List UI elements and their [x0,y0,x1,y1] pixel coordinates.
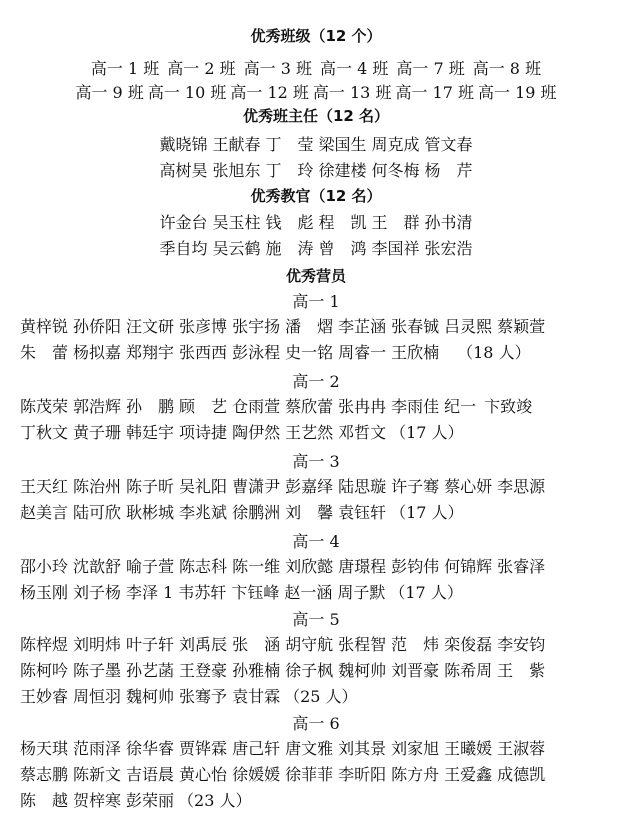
camper-name: 刘晋豪 [391,661,440,680]
camper-name: 范 炜 [391,635,440,654]
instructor-name: 许金台 [159,213,208,232]
camper-name: 汪文研 [126,317,175,336]
camper-name: 张骞予 [179,687,228,706]
teacher-name: 张旭东 [212,161,261,180]
camper-name: 孙雅楠 [232,661,281,680]
camper-name: 彭嘉绎 [285,477,334,496]
teacher-name: 何冬梅 [371,161,420,180]
camper-name: 魏柯帅 [126,687,175,706]
camper-name: 潘 熠 [285,317,334,336]
camper-name: 陈志科 [179,557,228,576]
teacher-name: 周克成 [371,135,420,154]
camper-name: 张程智 [338,635,387,654]
camper-name: 周子默 [337,583,386,602]
camper-line [20,790,620,812]
camper-name: 徐华睿 [126,739,175,758]
camper-name: 陈方舟 [391,765,440,784]
camper-name: 曹潇尹 [232,477,281,496]
camper-name: 何锦辉 [444,557,493,576]
instructor-name: 钱 彪 [265,213,314,232]
instructor-name: 吴玉柱 [212,213,261,232]
camper-name: 唐璟程 [338,557,387,576]
instructor-name: 李国祥 [371,239,420,258]
camper-name: 成德凯 [497,765,546,784]
instructors-row-1 [0,212,632,234]
camper-name: 张 涵 [232,635,281,654]
teachers-row-1 [0,134,632,156]
group-count: （25 人） [284,687,358,706]
camper-name: 陈茂荣 [20,397,69,416]
camper-name: 陈新文 [73,765,122,784]
instructor-name: 孙书清 [424,213,473,232]
camper-name: 刘家旭 [391,739,440,758]
camper-name: 孙侨阳 [73,317,122,336]
camper-name: 袁甘霖 [232,687,281,706]
camper-line [20,476,620,498]
instructor-name: 程 凯 [318,213,367,232]
camper-name: 郑翔宇 [126,343,175,362]
camper-name: 叶子轩 [126,635,175,654]
camper-name: 王欣楠 [391,343,440,362]
class-entry: 高一 13 班 [312,83,392,102]
group-label-class-1: 高一 1 [292,292,340,311]
camper-name: 唐文雅 [285,739,334,758]
teacher-name: 杨 芹 [424,161,473,180]
camper-name: 唐己轩 [232,739,281,758]
camper-name: 张冉冉 [338,397,387,416]
camper-name: 赵美言 [20,503,69,522]
camper-line [20,582,620,604]
camper-name: 黄梓锐 [20,317,69,336]
camper-name: 陈子墨 [73,661,122,680]
camper-name: 李兆斌 [179,503,228,522]
camper-name: 徐鹏洲 [232,503,281,522]
camper-name: 栾俊磊 [444,635,493,654]
camper-name: 沈歆舒 [73,557,122,576]
camper-name: 蔡欣蕾 [285,397,334,416]
group-label-class-6: 高一 6 [292,714,340,733]
instructor-name: 季自均 [159,239,208,258]
camper-name: 陈梓煜 [20,635,69,654]
classes-row-1 [0,58,632,80]
camper-name: 杨拟嘉 [73,343,122,362]
instructor-name: 王 群 [371,213,420,232]
camper-name: 赵一涵 [284,583,333,602]
camper-name: 魏柯帅 [338,661,387,680]
camper-name: 蔡志鹏 [20,765,69,784]
camper-name: 刘其景 [338,739,387,758]
camper-name: 张睿泽 [497,557,546,576]
class-entry: 高一 12 班 [230,83,309,102]
class-entry: 高一 1 班 [90,59,160,78]
group-count: （17 人） [389,583,463,602]
class-entry: 高一 2 班 [167,59,236,78]
camper-name: 周恒羽 [73,687,122,706]
camper-name: 胡守航 [285,635,334,654]
camper-line [20,764,620,786]
teacher-name: 管文春 [424,135,473,154]
group-label-class-3: 高一 3 [292,452,340,471]
camper-name: 王登豪 [179,661,228,680]
class-entry: 高一 4 班 [320,59,389,78]
camper-name: 朱 蕾 [20,343,69,362]
class-entry: 高一 9 班 [75,83,144,102]
camper-name: 陈柯吟 [20,661,69,680]
class-entry: 高一 10 班 [147,83,227,102]
camper-name: 王天红 [20,477,69,496]
camper-name: 蔡心妍 [444,477,493,496]
group-label-class-2: 高一 2 [292,372,340,391]
camper-name: 邓哲文 [338,423,387,442]
class-entry: 高一 19 班 [478,83,557,102]
camper-name: 彭荣丽 [126,791,175,810]
camper-name: 张彦博 [179,317,228,336]
group-label-class-4: 高一 4 [292,532,340,551]
camper-name: 陆思璇 [338,477,387,496]
camper-name: 陈治州 [73,477,122,496]
group-count: （23 人） [178,791,252,810]
camper-line [20,738,620,760]
camper-name: 王 紫 [497,661,546,680]
camper-name: 王曦媛 [444,739,493,758]
camper-name: 张西西 [179,343,228,362]
camper-line [20,396,620,418]
camper-name: 喻子萱 [126,557,175,576]
camper-name: 刘欣懿 [285,557,334,576]
camper-line [20,634,620,656]
camper-line [20,422,620,444]
camper-name: 王淑蓉 [497,739,546,758]
camper-name: 李安钧 [497,635,546,654]
instructor-name: 曾 鸿 [318,239,367,258]
camper-name: 韦苏轩 [178,583,227,602]
camper-name: 陈一维 [232,557,281,576]
camper-name: 刘 馨 [285,503,334,522]
campers-title: 优秀营员 [285,267,346,285]
camper-line [20,342,620,364]
camper-name: 刘禹辰 [179,635,228,654]
camper-name: 李雨佳 [391,397,440,416]
instructor-name: 张宏浩 [424,239,473,258]
camper-name: 范雨泽 [73,739,122,758]
camper-name: 郭浩辉 [73,397,122,416]
camper-name: 陈 越 [20,791,69,810]
camper-name: 卞钰峰 [231,583,280,602]
camper-name: 刘子杨 [73,583,122,602]
camper-name: 袁钰轩 [338,503,387,522]
camper-name: 许子骞 [391,477,440,496]
camper-name: 张春铖 [391,317,440,336]
camper-name: 刘明炜 [73,635,122,654]
camper-name: 王爱鑫 [444,765,493,784]
camper-line [20,686,620,708]
camper-name: 卞致竣 [484,397,533,416]
group-count: （17 人） [390,503,464,522]
camper-name: 杨玉刚 [20,583,69,602]
class-entry: 高一 8 班 [472,59,542,78]
camper-name: 仓雨萱 [232,397,281,416]
classes-title: 优秀班级（12 个） [250,27,382,45]
camper-name: 彭泳程 [232,343,281,362]
camper-line [20,316,620,338]
group-label-class-5: 高一 5 [292,610,340,629]
camper-name: 王妙睿 [20,687,69,706]
camper-name: 陆可欣 [73,503,122,522]
camper-name: 徐菲菲 [285,765,334,784]
class-entry: 高一 7 班 [396,59,465,78]
camper-name: 孙艺菡 [126,661,175,680]
camper-name: 李泽 1 [126,583,174,602]
teacher-name: 戴晓锦 [159,135,208,154]
camper-name: 徐子枫 [285,661,334,680]
group-count: （17 人） [390,423,464,442]
camper-name: 周睿一 [338,343,387,362]
teacher-name: 王献春 [212,135,261,154]
camper-name: 李芷涵 [338,317,387,336]
instructors-row-2 [0,238,632,260]
camper-name: 吕灵熙 [444,317,493,336]
camper-name: 贾铧霖 [179,739,228,758]
camper-name: 黄心怡 [179,765,228,784]
camper-name: 蔡颖萱 [497,317,546,336]
camper-name: 徐媛媛 [232,765,281,784]
group-count: （18 人） [457,343,531,362]
camper-name: 陶伊然 [232,423,281,442]
camper-name: 陈希周 [444,661,493,680]
instructors-title: 优秀教官（12 名） [250,187,382,205]
camper-name: 张宇扬 [232,317,281,336]
class-entry: 高一 17 班 [395,83,474,102]
camper-name: 项诗捷 [179,423,228,442]
camper-name: 丁秋文 [20,423,69,442]
camper-name: 李昕阳 [338,765,387,784]
camper-name: 孙 鹏 [126,397,175,416]
teacher-name: 徐建楼 [318,161,367,180]
camper-name: 史一铭 [285,343,334,362]
camper-name: 吉语晨 [126,765,175,784]
teacher-name: 梁国生 [318,135,367,154]
instructor-name: 吴云鹤 [212,239,261,258]
instructor-name: 施 涛 [265,239,314,258]
camper-name: 王艺然 [285,423,334,442]
teachers-row-2 [0,160,632,182]
camper-line [20,556,620,578]
camper-name: 韩廷宇 [126,423,175,442]
camper-name: 彭钧伟 [391,557,440,576]
camper-name: 耿彬城 [126,503,175,522]
classes-row-2 [0,82,632,104]
camper-line [20,502,620,524]
camper-name: 杨天琪 [20,739,69,758]
class-entry: 高一 3 班 [243,59,312,78]
camper-name: 顾 艺 [179,397,228,416]
camper-name: 陈子昕 [126,477,175,496]
camper-name: 李思源 [497,477,546,496]
teacher-name: 高树昊 [159,161,208,180]
camper-line [20,660,620,682]
teacher-name: 丁 玲 [265,161,314,180]
teachers-title: 优秀班主任（12 名） [242,107,390,125]
camper-name: 贺梓寒 [73,791,122,810]
teacher-name: 丁 莹 [265,135,314,154]
camper-name: 纪一 [444,397,477,416]
camper-name: 黄子珊 [73,423,122,442]
camper-name: 吴礼阳 [179,477,228,496]
camper-name: 邵小玲 [20,557,69,576]
